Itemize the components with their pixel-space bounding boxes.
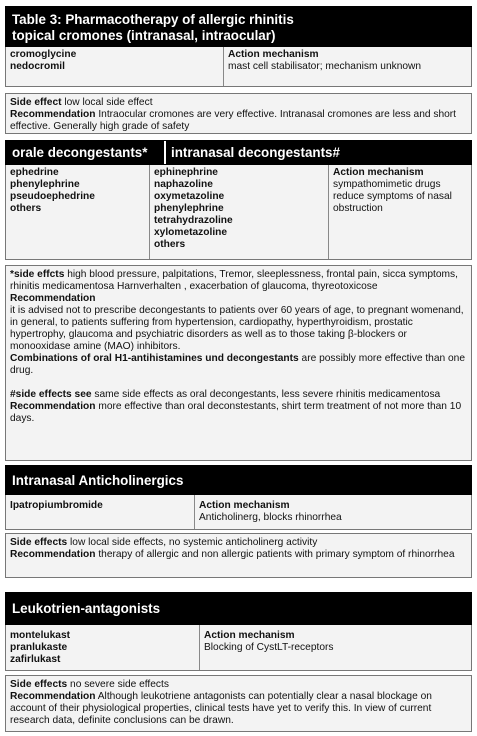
table-title [5,6,472,47]
decongestants-header [5,140,472,165]
action-text: mast cell stabilisator; mechanism unknown [228,61,422,72]
intranasal-decongestants-list [150,165,328,259]
cromones-notes [5,93,472,134]
leukotrien-notes [5,675,472,732]
anticholinergics-row [5,495,472,530]
action-text: Blocking of CystLT-receptors [204,642,334,653]
side-effects-text: low local side effects, no systemic anticholinerg activity [70,537,318,548]
drug-name: Ipatropiumbromide [10,500,103,511]
table-title-line1: Table 3: Pharmacotherapy of allergic rhinitis [12,12,294,27]
drug-name: montelukast [10,630,71,641]
decongestants-action [329,165,471,259]
action-label: Action mechanism [228,49,319,60]
table-title-line2: topical cromones (intranasal, intraocular) [12,28,276,43]
side-effects-label: Side effects [10,537,68,548]
nasal-side-effects-text: same side effects as oral decongestants, less severe rhinitis medicamentosa [94,389,441,400]
drug-name: pranlukaste [10,642,68,653]
oral-side-effects-text: high blood pressure, palpitations, Tremor, sleeplessness, frontal pain, sicca symptoms, rhinitis medicamentosa Harnverhalten , exacerbation of glaucoma, thyreotoxicose [10,269,458,292]
anticholinergics-action [195,495,471,529]
side-effects-label: Side effects [10,679,68,690]
oral-decongestants-list [6,165,149,259]
combination-label: Combinations of oral H1-antihistamines und decongestants [10,353,299,364]
oral-side-effects-label: *side effcts [10,269,65,280]
drug-name: zafirlukast [10,654,61,665]
action-label: Action mechanism [333,167,424,178]
drug-name: others [10,203,42,214]
drug-name: ephedrine [10,167,59,178]
drug-name: others [154,239,186,250]
side-effect-label: Side effect [10,97,62,108]
leukotrien-title: Leukotrien-antagonists [12,601,161,616]
drug-name: xylometazoline [154,227,228,238]
leukotrien-row [5,625,472,671]
recommendation-label: Recommendation [10,401,96,412]
recommendation-label: Recommendation [10,109,96,120]
recommendation-label: Recommendation [10,549,96,560]
leukotrien-header [5,592,472,625]
side-effect-text: low local side effect [64,97,153,108]
oral-decongestants-header: orale decongestants* [12,145,148,160]
intranasal-decongestants-header: intranasal decongestants# [171,145,340,160]
cromones-drug-list [6,47,223,86]
action-text: Anticholinerg, blocks rhinorrhea [199,512,342,523]
side-effects-text: no severe side effects [70,679,169,690]
action-text: sympathomimetic drugs reduce symptoms of nasal obstruction [333,179,452,214]
drug-name: pseudoephedrine [10,191,95,202]
drug-name: phenylephrine [10,179,80,190]
leukotrien-action [200,625,471,670]
recommendation-text: Intraocular cromones are very effective. Intranasal cromones are less and short effective. Generally high grade of safety [10,109,457,132]
recommendation-text: it is advised not to prescribe decongestants to patients over 60 years of age, to pregnant womenand, in general, to patients suffering from hypertension, cardiopathy, hyperthyroidism, prostatic hypertrophy, glaucoma and psychiatric disorders as well as to those taking β-blockers or monooxidase amine (MAO) inhibitors. [10,305,464,352]
anticholinergics-title: Intranasal Anticholinergics [12,473,184,488]
cromones-row [5,47,472,87]
recommendation-label: Recommendation [10,293,96,304]
drug-name: ephinephrine [154,167,218,178]
drug-name: nedocromil [10,61,65,72]
anticholinergics-notes [5,533,472,578]
drug-name: phenylephrine [154,203,224,214]
recommendation-label: Recommendation [10,691,96,702]
anticholinergics-header [5,465,472,495]
combination-text: are possibly more effective than one drug. [10,353,466,376]
cromones-action [224,47,471,86]
recommendation-text: Although leukotriene antagonists can potentially clear a nasal blockage on account of their physiological properties, clinical tests have yet to verify this. In view of current research data, definite conclusions can be drawn. [10,691,432,726]
recommendation-text: more effective than oral deconstestants, shirt term treatment of not more than 10 days. [10,401,462,424]
nasal-side-effects-label: #side effects see [10,389,92,400]
drug-name: tetrahydrazoline [154,215,233,226]
drug-name: oxymetazoline [154,191,225,202]
action-label: Action mechanism [204,630,295,641]
decongestants-drug-row [5,165,472,260]
decongestants-notes [5,265,472,461]
anticholinergics-drug-list [6,495,194,529]
leukotrien-drug-list [6,625,199,670]
action-label: Action mechanism [199,500,290,511]
drug-name: naphazoline [154,179,213,190]
drug-name: cromoglycine [10,49,77,60]
recommendation-text: therapy of allergic and non allergic patients with primary symptom of rhinorrhea [98,549,455,560]
